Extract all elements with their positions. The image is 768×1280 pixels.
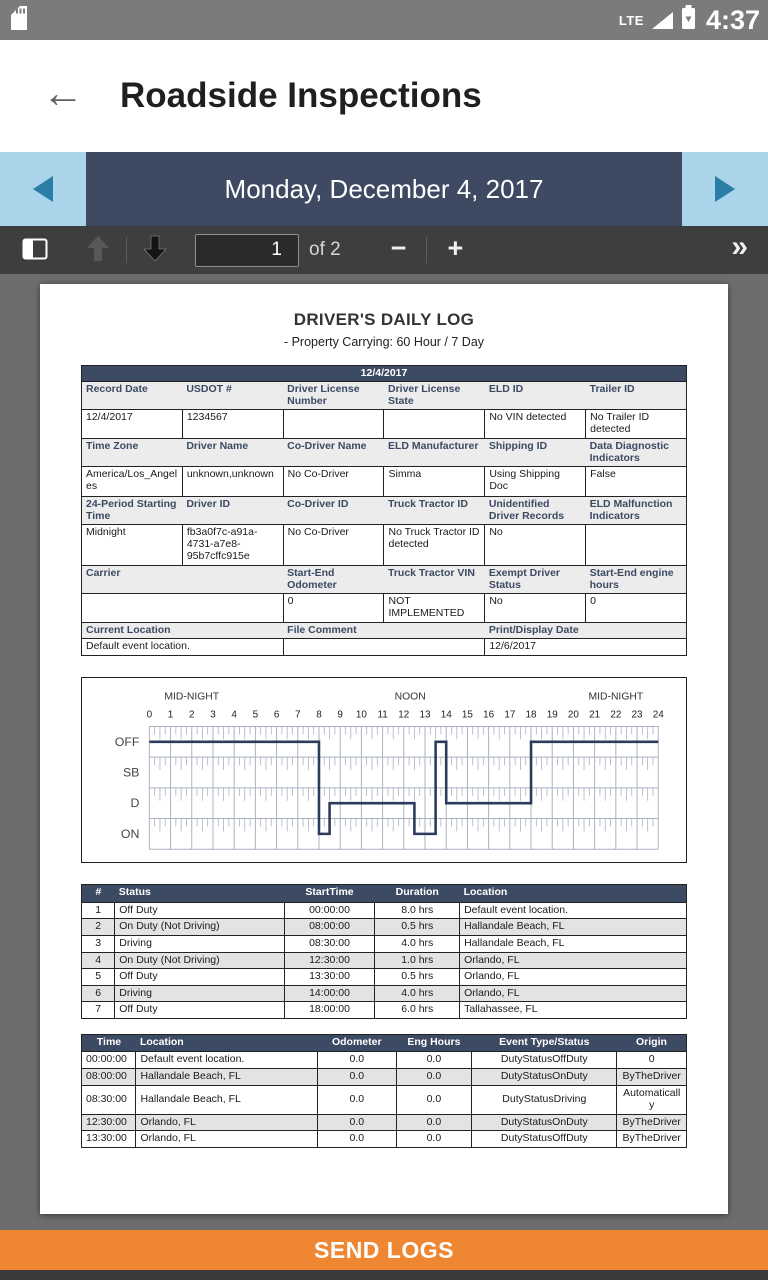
svg-text:10: 10 xyxy=(355,709,367,721)
info-header-row xyxy=(82,565,687,593)
info-cell xyxy=(82,593,284,622)
info-cell: No VIN detected xyxy=(485,410,586,439)
table-row xyxy=(82,1114,687,1131)
cell: 7 xyxy=(82,1002,115,1019)
zoom-in-button[interactable]: + xyxy=(437,233,473,268)
info-cell: Time Zone xyxy=(82,439,183,467)
svg-text:MID-NIGHT: MID-NIGHT xyxy=(164,691,220,703)
info-cell: Default event location. xyxy=(82,639,284,656)
info-cell: Unidentified Driver Records xyxy=(485,496,586,524)
info-cell: Current Location xyxy=(82,623,284,639)
info-data-row xyxy=(82,639,687,656)
cell: DutyStatusOffDuty xyxy=(472,1131,617,1148)
log-header-table xyxy=(81,365,687,656)
cell: Tallahassee, FL xyxy=(460,1002,687,1019)
info-cell: Print/Display Date xyxy=(485,623,687,639)
svg-text:3: 3 xyxy=(210,709,216,721)
cell: 18:00:00 xyxy=(284,1002,375,1019)
info-cell: Carrier xyxy=(82,565,284,593)
info-cell: Driver License State xyxy=(384,382,485,410)
clock: 4:37 xyxy=(705,4,760,35)
cell: 0.0 xyxy=(396,1131,472,1148)
cell: 0.5 hrs xyxy=(375,919,460,936)
svg-text:NOON: NOON xyxy=(394,691,426,703)
svg-text:12: 12 xyxy=(398,709,410,721)
info-cell: No Co-Driver xyxy=(283,524,384,565)
date-band: 12/4/2017 xyxy=(82,366,687,382)
column-header: # xyxy=(82,885,115,903)
table-row xyxy=(82,1002,687,1019)
svg-text:14: 14 xyxy=(440,709,452,721)
svg-text:7: 7 xyxy=(295,709,301,721)
info-cell: Data Diagnostic Indicators xyxy=(586,439,687,467)
table-row xyxy=(82,935,687,952)
page-number-input[interactable] xyxy=(195,234,299,267)
info-data-row xyxy=(82,524,687,565)
lte-label: LTE xyxy=(618,12,644,28)
page-view-button[interactable] xyxy=(16,234,54,267)
svg-text:21: 21 xyxy=(589,709,601,721)
cell: 4.0 hrs xyxy=(375,985,460,1002)
cell: 12:30:00 xyxy=(284,952,375,969)
right-arrow-icon xyxy=(715,176,735,202)
info-header-row xyxy=(82,623,687,639)
cell: 08:00:00 xyxy=(82,1069,136,1086)
cell: Off Duty xyxy=(115,969,284,986)
info-cell: Driver License Number xyxy=(283,382,384,410)
table-row xyxy=(82,1069,687,1086)
date-label: Monday, December 4, 2017 xyxy=(224,173,544,204)
cell: 00:00:00 xyxy=(284,902,375,919)
cell: 13:30:00 xyxy=(284,969,375,986)
info-cell: Co-Driver ID xyxy=(283,496,384,524)
info-cell: File Comment xyxy=(283,623,485,639)
duty-status-grid-svg xyxy=(84,686,684,858)
cell: On Duty (Not Driving) xyxy=(115,952,284,969)
column-header: Odometer xyxy=(317,1034,396,1052)
pdf-viewer[interactable] xyxy=(0,274,768,1230)
info-cell: Truck Tractor VIN xyxy=(384,565,485,593)
table-row xyxy=(82,902,687,919)
cell: DutyStatusOnDuty xyxy=(472,1114,617,1131)
send-logs-button[interactable]: SEND LOGS xyxy=(0,1230,768,1270)
info-cell: Co-Driver Name xyxy=(283,439,384,467)
svg-text:2: 2 xyxy=(188,709,195,721)
info-cell: No xyxy=(485,593,586,622)
info-cell: Exempt Driver Status xyxy=(485,565,586,593)
cell: 13:30:00 xyxy=(82,1131,136,1148)
info-cell: 1234567 xyxy=(182,410,283,439)
cell: 08:30:00 xyxy=(82,1085,136,1114)
cell: Orlando, FL xyxy=(460,952,687,969)
cell: Orlando, FL xyxy=(136,1131,318,1148)
info-cell: USDOT # xyxy=(182,382,283,410)
cell: Orlando, FL xyxy=(460,969,687,986)
cell: 0.0 xyxy=(317,1131,396,1148)
column-header: Time xyxy=(82,1034,136,1052)
info-cell xyxy=(586,524,687,565)
zoom-out-button[interactable]: − xyxy=(381,233,417,268)
svg-text:24: 24 xyxy=(652,709,664,721)
cell: 1 xyxy=(82,902,115,919)
cell: 0.0 xyxy=(396,1114,472,1131)
cell: 12:30:00 xyxy=(82,1114,136,1131)
arrow-down-icon xyxy=(143,235,167,265)
svg-text:MID-NIGHT: MID-NIGHT xyxy=(588,691,644,703)
cell: 6.0 hrs xyxy=(375,1002,460,1019)
info-cell xyxy=(384,410,485,439)
info-cell: Record Date xyxy=(82,382,183,410)
cell: 1.0 hrs xyxy=(375,952,460,969)
prev-page-button[interactable] xyxy=(80,233,116,267)
info-cell: ELD Manufacturer xyxy=(384,439,485,467)
cell: ByTheDriver xyxy=(617,1114,687,1131)
info-cell xyxy=(283,410,384,439)
info-cell: No xyxy=(485,524,586,565)
info-cell: fb3a0f7c-a91a-4731-a7e8-95b7cffc915e xyxy=(182,524,283,565)
svg-text:0: 0 xyxy=(146,709,153,721)
column-header: Status xyxy=(115,885,284,903)
cell: 0.5 hrs xyxy=(375,969,460,986)
cell: 5 xyxy=(82,969,115,986)
cell: 3 xyxy=(82,935,115,952)
info-data-row xyxy=(82,593,687,622)
status-icons xyxy=(619,5,760,36)
cell: On Duty (Not Driving) xyxy=(115,919,284,936)
info-cell: No Truck Tractor ID detected xyxy=(384,524,485,565)
column-header: Duration xyxy=(375,885,460,903)
page-title: Roadside Inspections xyxy=(120,76,482,115)
info-cell: False xyxy=(586,467,687,496)
sd-card-icon xyxy=(10,6,28,35)
svg-text:6: 6 xyxy=(273,709,280,721)
double-chevron-icon: » xyxy=(731,230,748,263)
info-cell: 12/4/2017 xyxy=(82,410,183,439)
arrow-up-icon xyxy=(86,235,110,265)
table-row xyxy=(82,1085,687,1114)
cell: 0.0 xyxy=(317,1069,396,1086)
signal-icon xyxy=(652,12,673,29)
cell: 6 xyxy=(82,985,115,1002)
cell: Automatically xyxy=(617,1085,687,1114)
info-cell: ELD Malfunction Indicators xyxy=(586,496,687,524)
info-data-row xyxy=(82,467,687,496)
info-cell: 0 xyxy=(586,593,687,622)
table-row xyxy=(82,985,687,1002)
cell: DutyStatusOffDuty xyxy=(472,1052,617,1069)
info-cell: Truck Tractor ID xyxy=(384,496,485,524)
table-row xyxy=(82,1131,687,1148)
info-cell: Simma xyxy=(384,467,485,496)
cell: Hallandale Beach, FL xyxy=(460,935,687,952)
prev-day-button[interactable] xyxy=(0,152,86,226)
cell: 4 xyxy=(82,952,115,969)
cell: 0.0 xyxy=(396,1069,472,1086)
cell: Default event location. xyxy=(460,902,687,919)
info-cell: Using Shipping Doc xyxy=(485,467,586,496)
cell: Hallandale Beach, FL xyxy=(136,1085,318,1114)
cell: ByTheDriver xyxy=(617,1131,687,1148)
cell: DutyStatusOnDuty xyxy=(472,1069,617,1086)
svg-text:15: 15 xyxy=(461,709,473,721)
info-cell: unknown,unknown xyxy=(182,467,283,496)
info-cell: 12/6/2017 xyxy=(485,639,687,656)
info-cell xyxy=(283,639,485,656)
table-row xyxy=(82,969,687,986)
column-header: Origin xyxy=(617,1034,687,1052)
cell: Driving xyxy=(115,985,284,1002)
battery-icon xyxy=(681,5,696,35)
info-header-row xyxy=(82,496,687,524)
cell: 08:30:00 xyxy=(284,935,375,952)
pdf-toolbar xyxy=(0,226,768,274)
cell: 0 xyxy=(617,1052,687,1069)
cell: 0.0 xyxy=(317,1085,396,1114)
info-cell: America/Los_Angeles xyxy=(82,467,183,496)
cell: Orlando, FL xyxy=(460,985,687,1002)
status-bar xyxy=(0,0,768,40)
cell: 0.0 xyxy=(396,1052,472,1069)
column-header: Eng Hours xyxy=(396,1034,472,1052)
info-cell: Midnight xyxy=(82,524,183,565)
info-cell: NOT IMPLEMENTED xyxy=(384,593,485,622)
svg-text:SB: SB xyxy=(122,765,140,780)
events-table xyxy=(81,1034,687,1148)
date-nav-bar xyxy=(0,152,768,226)
info-cell: Shipping ID xyxy=(485,439,586,467)
cell: Default event location. xyxy=(136,1052,318,1069)
cell: 14:00:00 xyxy=(284,985,375,1002)
svg-text:5: 5 xyxy=(252,709,259,721)
status-table xyxy=(81,884,687,1019)
cell: ByTheDriver xyxy=(617,1069,687,1086)
svg-text:23: 23 xyxy=(631,709,643,721)
info-cell: 24-Period Starting Time xyxy=(82,496,183,524)
cell: Hallandale Beach, FL xyxy=(136,1069,318,1086)
cell: 0.0 xyxy=(317,1052,396,1069)
info-header-row xyxy=(82,439,687,467)
svg-text:8: 8 xyxy=(316,709,322,721)
cell: 4.0 hrs xyxy=(375,935,460,952)
app-bar xyxy=(0,40,768,152)
table-row xyxy=(82,919,687,936)
cell: 8.0 hrs xyxy=(375,902,460,919)
cell: 0.0 xyxy=(396,1085,472,1114)
back-button[interactable] xyxy=(30,69,96,120)
page-view-icon xyxy=(22,236,48,265)
cell: Driving xyxy=(115,935,284,952)
svg-text:9: 9 xyxy=(337,709,343,721)
next-day-button[interactable] xyxy=(682,152,768,226)
svg-text:16: 16 xyxy=(483,709,495,721)
cell: Off Duty xyxy=(115,1002,284,1019)
cell: DutyStatusDriving xyxy=(472,1085,617,1114)
doc-subtitle: - Property Carrying: 60 Hour / 7 Day xyxy=(283,335,485,349)
svg-text:20: 20 xyxy=(567,709,579,721)
column-header: Location xyxy=(136,1034,318,1052)
info-cell: Start-End Odometer xyxy=(283,565,384,593)
left-arrow-icon xyxy=(33,176,53,202)
info-header-row xyxy=(82,382,687,410)
doc-title: DRIVER'S DAILY LOG xyxy=(293,310,475,329)
column-header: Event Type/Status xyxy=(472,1034,617,1052)
info-cell: Trailer ID xyxy=(586,382,687,410)
table-row xyxy=(82,952,687,969)
svg-text:13: 13 xyxy=(419,709,431,721)
cell: 2 xyxy=(82,919,115,936)
info-cell: ELD ID xyxy=(485,382,586,410)
page-count-label: of 2 xyxy=(309,239,341,260)
duty-status-graph xyxy=(81,677,687,863)
info-cell: Start-End engine hours xyxy=(586,565,687,593)
toolbar-divider xyxy=(426,237,427,263)
svg-text:11: 11 xyxy=(377,709,388,721)
svg-text:1: 1 xyxy=(167,709,174,721)
cell: 0.0 xyxy=(317,1114,396,1131)
info-cell: Driver Name xyxy=(182,439,283,467)
pdf-page xyxy=(40,284,728,1214)
svg-text:ON: ON xyxy=(120,827,140,842)
info-cell: 0 xyxy=(283,593,384,622)
column-header: StartTime xyxy=(284,885,375,903)
cell: 00:00:00 xyxy=(82,1052,136,1069)
next-page-button[interactable] xyxy=(137,233,173,267)
svg-text:D: D xyxy=(130,796,140,811)
info-data-row xyxy=(82,410,687,439)
more-tools-button[interactable] xyxy=(727,230,752,270)
cell: Orlando, FL xyxy=(136,1114,318,1131)
info-cell: No Co-Driver xyxy=(283,467,384,496)
svg-text:19: 19 xyxy=(546,709,558,721)
back-arrow-icon: ← xyxy=(42,69,84,116)
info-cell: No Trailer ID detected xyxy=(586,410,687,439)
cell: 08:00:00 xyxy=(284,919,375,936)
column-header: Location xyxy=(460,885,687,903)
toolbar-divider xyxy=(126,237,127,263)
cell: Off Duty xyxy=(115,902,284,919)
svg-text:22: 22 xyxy=(610,709,622,721)
info-cell: Driver ID xyxy=(182,496,283,524)
cell: Hallandale Beach, FL xyxy=(460,919,687,936)
table-row xyxy=(82,1052,687,1069)
bottom-nav-strip xyxy=(0,1270,768,1280)
svg-text:OFF: OFF xyxy=(114,734,140,749)
svg-text:18: 18 xyxy=(525,709,537,721)
svg-text:17: 17 xyxy=(504,709,516,721)
svg-text:4: 4 xyxy=(231,709,237,721)
